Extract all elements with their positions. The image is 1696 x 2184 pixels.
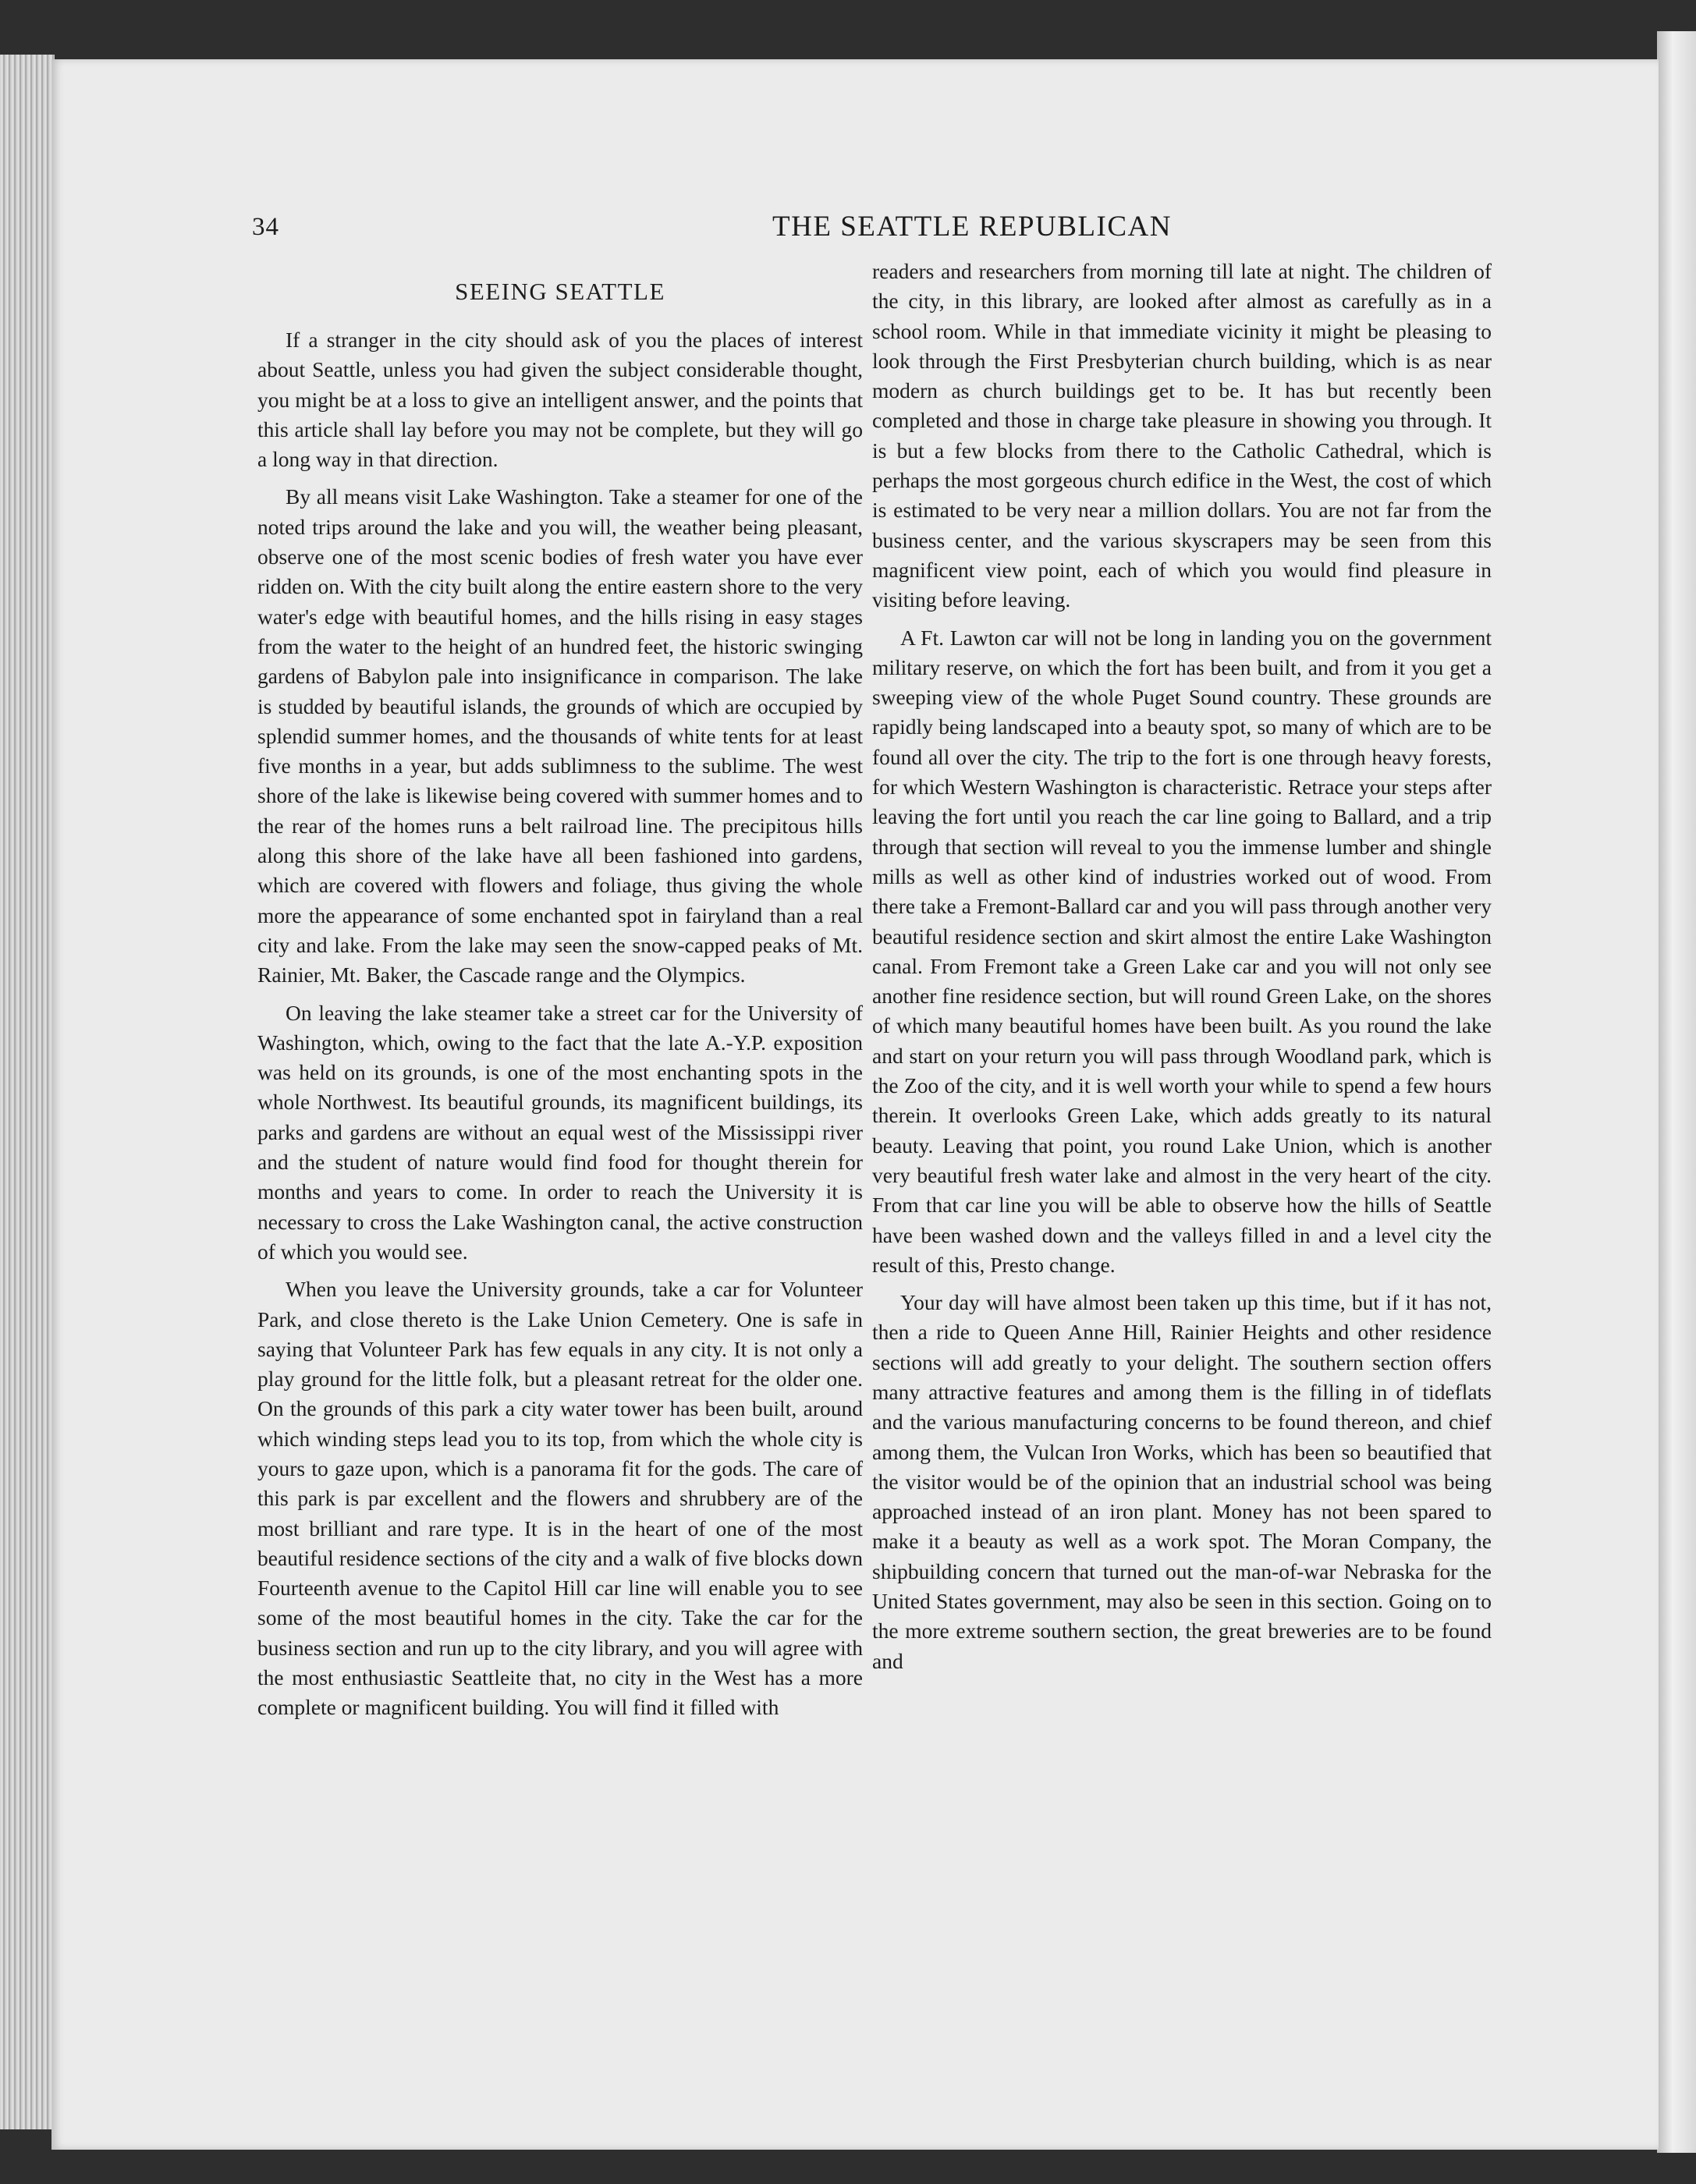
book-page [51,59,1659,2150]
article-title: SEEING SEATTLE [455,278,665,305]
right-column [872,257,1492,1684]
paragraph-continued: readers and researchers from morning till late at night. The children of the city, in this library, are looked after almost as carefully as in a school room. While in that immediate vicinity it might be pleasing to look through the First Presbyterian church building, which is as near modern as church buildings get to be. It has but recently been completed and those in charge take pleasure in showing you through. It is but a few blocks from there to the Catholic Cathedral, which is perhaps the most gorgeous church edifice in the West, the cost of which is estimated to be very near a million dollars. You are not far from the business center, and the various skyscrapers may be seen from this magnificent view point, each of which you would find pleasure in visiting before leaving. [872,259,1492,612]
paragraph: If a stranger in the city should ask of you the places of interest about Seattle, unless you had given the subject considerable thought, you might be at a loss to give an intelligent answer, and the points that this article shall lay before you may not be complete, but they will go a long way in that direction. [257,328,863,472]
left-column [257,266,863,1731]
book-page-edge-right [1657,31,1696,2153]
running-head-title: THE SEATTLE REPUBLICAN [772,211,1172,243]
book-page-edges-left [0,55,55,2129]
paragraph: By all means visit Lake Washington. Take a steamer for one of the noted trips around the lake and you will, the weather being pleasant, observe one of the most scenic bodies of fresh water you have ever ridden on. With the city built along the entire eastern shore to the very water's edge with beautiful homes, and the hills rising in easy stages from the water to the height of an hundred feet, the historic swinging gardens of Babylon pale into insignificance in comparison. The lake is studded by beautiful islands, the grounds of which are occupied by splendid summer homes, and the thousands of white tents for at least five months in a year, but adds sublimness to the sublime. The west shore of the lake is likewise being covered with summer homes and to the rear of the homes runs a belt railroad line. The precipitous hills along this shore of the lake have all been fashioned into gardens, which are covered with flowers and foliage, thus giving the whole more the appearance of some enchanted spot in fairyland than a real city and lake. From the lake may seen the snow-capped peaks of Mt. Rainier, Mt. Baker, the Cascade range and the Olympics. [257,484,863,987]
paragraph: A Ft. Lawton car will not be long in landing you on the government military reserve, on which the fort has been built, and from it you get a sweeping view of the whole Puget Sound country. These grounds are rapidly being landscaped into a beauty spot, so many of which are to be found all over the city. The trip to the fort is one through heavy forests, for which Western Washington is characteristic. Retrace your steps after leaving the fort until you reach the car line going to Ballard, and a trip through that section will reveal to you the immense lumber and shingle mills as well as other kind of industries worked out of wood. From there take a Fremont-Ballard car and you will pass through another very beautiful residence section and skirt almost the entire Lake Washington canal. From Fremont take a Green Lake car and you will not only see another fine residence section, but will round Green Lake, on the shores of which many beautiful homes have been built. As you round the lake and start on your return you will pass through Woodland park, which is the Zoo of the city, and it is well worth your while to spend a few hours therein. It overlooks Green Lake, which adds greatly to its natural beauty. Leaving that point, you round Lake Union, which is another very beautiful fresh water lake and almost in the very heart of the city. From that car line you will be able to observe how the hills of Seattle have been washed down and the valleys filled in and a level city the result of this, Presto change. [872,625,1492,1277]
paragraph: When you leave the University grounds, take a car for Volunteer Park, and close thereto is the Lake Union Cemetery. One is safe in saying that Volunteer Park has few equals in any city. It is not only a play ground for the little folk, but a pleasant retreat for the older one. On the grounds of this park a city water tower has been built, around which winding steps lead you to its top, from which the whole city is yours to gaze upon, which is a panorama fit for the gods. The care of this park is par excellent and the flowers and shrubbery are of the most brilliant and rare type. It is in the heart of one of the most beautiful residence sections of the city and a walk of five blocks down Fourteenth avenue to the Capitol Hill car line will enable you to see some of the most beautiful homes in the city. Take the car for the business section and run up to the city library, and you will agree with the most enthusiastic Seattleite that, no city in the West has a more complete or magnificent building. You will find it filled with [257,1277,863,1720]
paragraph: On leaving the lake steamer take a street car for the University of Washington, which, owing to the fact that the late A.-Y.P. exposition was held on its grounds, is one of the most enchanting spots in the whole Northwest. Its beautiful grounds, its magnificent buildings, its parks and gardens are without an equal west of the Mississippi river and the student of nature would find food for thought therein for months and years to come. In order to reach the University it is necessary to cross the Lake Washington canal, the active construction of which you would see. [257,1000,863,1264]
page-number: 34 [252,213,279,241]
paragraph: Your day will have almost been taken up this time, but if it has not, then a ride to Queen Anne Hill, Rainier Heights and other residence sections will add greatly to your delight. The southern section offers many attractive features and among them is the filling in of tideflats and the various manufacturing concerns to be found thereon, and chief among them, the Vulcan Iron Works, which has been so beautified that the visitor would be of the opinion that an industrial school was being approached instead of an iron plant. Money has not been spared to make it a beauty as well as a work spot. The Moran Company, the shipbuilding concern that turned out the man-of-war Nebraska for the United States government, may also be seen in this section. Going on to the more extreme southern section, the great breweries are to be found and [872,1290,1492,1673]
